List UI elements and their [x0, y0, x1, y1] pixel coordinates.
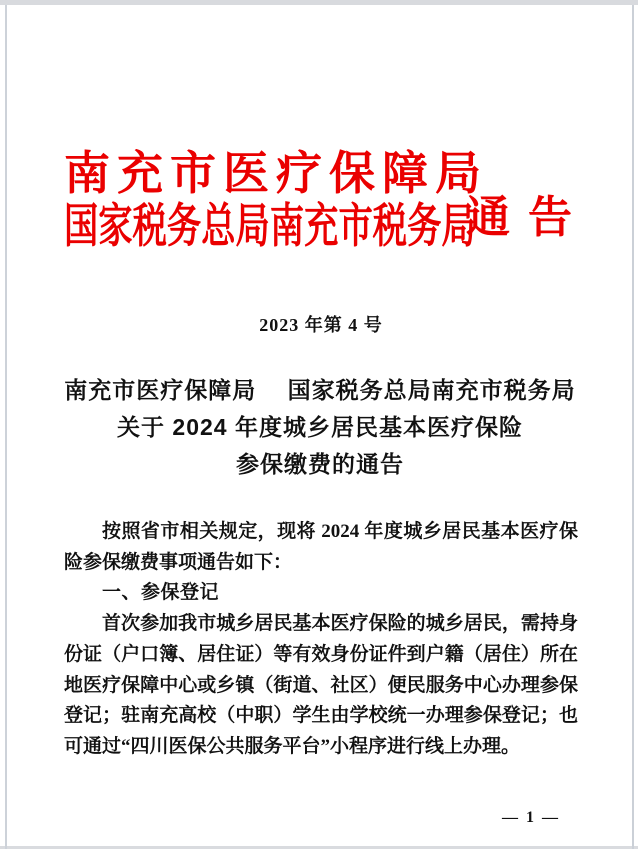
body-paragraph-registration: 首次参加我市城乡居民基本医疗保险的城乡居民，需持身份证（户口簿、居住证）等有效身份证件到户籍（居住）所在地医疗保障中心或乡镇（街道、社区）便民服务中心办理参保登记；驻南充高校（中职）学生由学校统一办理参保登记；也可通过“四川医保公共服务平台”小程序进行线上办理。 [64, 613, 578, 757]
document-body [64, 517, 578, 763]
page-number: — 1 — [502, 809, 560, 826]
document-title [40, 372, 600, 483]
body-paragraph-intro: 按照省市相关规定，现将 2024 年度城乡居民基本医疗保险参保缴费事项通告如下： [64, 521, 578, 573]
letterhead-agency-line1: 南充市医疗保障局 [64, 148, 488, 199]
document-title-line1: 南充市医疗保障局 国家税务总局南充市税务局 [64, 377, 576, 403]
paper-edge-top [0, 0, 638, 5]
document-title-line3: 参保缴费的通告 [236, 451, 404, 477]
paper-edge-right [632, 5, 634, 849]
letterhead-agency-line2: 国家税务总局南充市税务局 [64, 201, 476, 253]
issue-number: 2023 年第 4 号 [259, 315, 383, 335]
document-letterhead [64, 148, 590, 254]
paper-edge-left [5, 5, 7, 849]
section-heading-registration: 一、参保登记 [102, 582, 220, 604]
letterhead-notice-type: 通告 [466, 193, 590, 242]
document-title-line2: 关于 2024 年度城乡居民基本医疗保险 [117, 414, 523, 440]
